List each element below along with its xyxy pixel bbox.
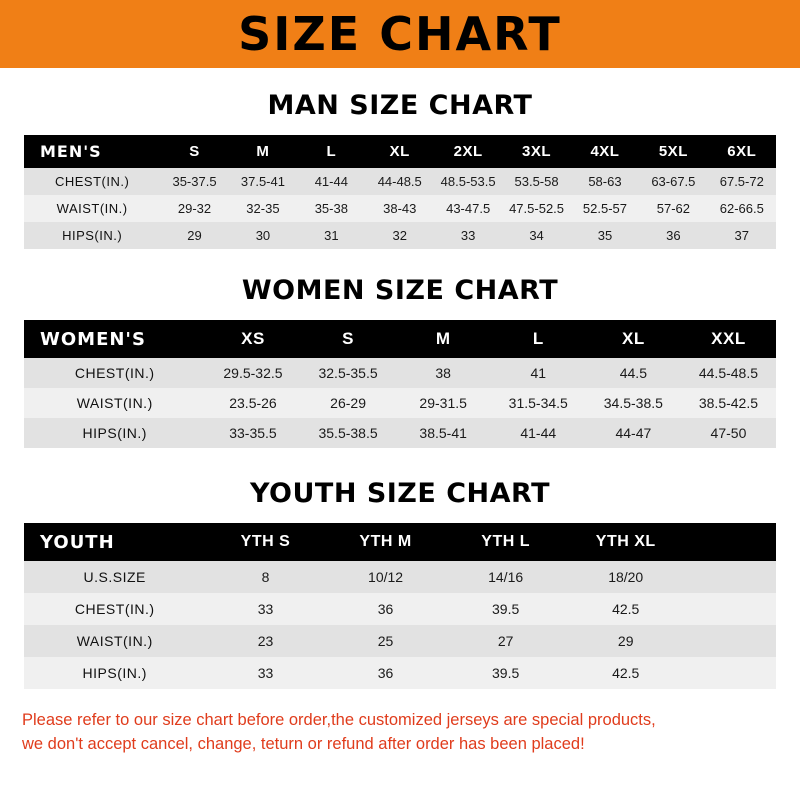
table-row bbox=[24, 657, 776, 689]
table-header-row bbox=[24, 320, 776, 358]
men-col-8: 6XL bbox=[708, 135, 776, 168]
men-chest-4: 48.5-53.5 bbox=[434, 168, 502, 195]
men-row-label-chest: CHEST(IN.) bbox=[24, 168, 160, 195]
women-chest-5: 44.5-48.5 bbox=[681, 358, 776, 388]
women-chest-1: 32.5-35.5 bbox=[301, 358, 396, 388]
men-hips-4: 33 bbox=[434, 222, 502, 249]
women-waist-2: 29-31.5 bbox=[396, 388, 491, 418]
youth-cell-spacer bbox=[686, 593, 776, 625]
table-row bbox=[24, 195, 776, 222]
men-hips-7: 36 bbox=[639, 222, 707, 249]
youth-hips-3: 42.5 bbox=[566, 657, 686, 689]
men-chest-1: 37.5-41 bbox=[229, 168, 297, 195]
men-hips-5: 34 bbox=[502, 222, 570, 249]
men-chest-8: 67.5-72 bbox=[708, 168, 776, 195]
women-chest-2: 38 bbox=[396, 358, 491, 388]
table-row bbox=[24, 418, 776, 448]
women-col-2: M bbox=[396, 320, 491, 358]
table-row bbox=[24, 222, 776, 249]
table-header-row bbox=[24, 523, 776, 561]
youth-size-table bbox=[24, 523, 776, 689]
table-row bbox=[24, 625, 776, 657]
women-hips-5: 47-50 bbox=[681, 418, 776, 448]
youth-chest-3: 42.5 bbox=[566, 593, 686, 625]
youth-waist-1: 25 bbox=[326, 625, 446, 657]
youth-ussize-3: 18/20 bbox=[566, 561, 686, 593]
table-row bbox=[24, 593, 776, 625]
men-table-head bbox=[24, 135, 776, 168]
women-hips-2: 38.5-41 bbox=[396, 418, 491, 448]
men-chest-0: 35-37.5 bbox=[160, 168, 228, 195]
men-waist-4: 43-47.5 bbox=[434, 195, 502, 222]
men-waist-3: 38-43 bbox=[366, 195, 434, 222]
youth-col-spacer bbox=[686, 523, 776, 561]
men-hips-1: 30 bbox=[229, 222, 297, 249]
men-table-body bbox=[24, 168, 776, 249]
youth-ussize-2: 14/16 bbox=[446, 561, 566, 593]
men-hips-0: 29 bbox=[160, 222, 228, 249]
chart-content bbox=[0, 90, 800, 689]
women-waist-3: 31.5-34.5 bbox=[491, 388, 586, 418]
youth-row-label-waist: WAIST(IN.) bbox=[24, 625, 205, 657]
youth-cell-spacer bbox=[686, 657, 776, 689]
women-table-body bbox=[24, 358, 776, 448]
men-chest-5: 53.5-58 bbox=[502, 168, 570, 195]
men-waist-8: 62-66.5 bbox=[708, 195, 776, 222]
youth-cell-spacer bbox=[686, 561, 776, 593]
men-hips-3: 32 bbox=[366, 222, 434, 249]
women-col-3: L bbox=[491, 320, 586, 358]
men-waist-7: 57-62 bbox=[639, 195, 707, 222]
women-chest-4: 44.5 bbox=[586, 358, 681, 388]
youth-hips-1: 36 bbox=[326, 657, 446, 689]
youth-header-label: YOUTH bbox=[24, 523, 205, 561]
section-title-man: MAN SIZE CHART bbox=[267, 90, 533, 121]
youth-hips-0: 33 bbox=[205, 657, 325, 689]
youth-hips-2: 39.5 bbox=[446, 657, 566, 689]
men-col-5: 3XL bbox=[502, 135, 570, 168]
women-chest-3: 41 bbox=[491, 358, 586, 388]
men-row-label-waist: WAIST(IN.) bbox=[24, 195, 160, 222]
women-col-1: S bbox=[301, 320, 396, 358]
youth-col-2: YTH L bbox=[446, 523, 566, 561]
youth-row-label-hips: HIPS(IN.) bbox=[24, 657, 205, 689]
men-chest-2: 41-44 bbox=[297, 168, 365, 195]
men-chest-6: 58-63 bbox=[571, 168, 639, 195]
men-hips-6: 35 bbox=[571, 222, 639, 249]
men-chest-3: 44-48.5 bbox=[366, 168, 434, 195]
section-title-women: WOMEN SIZE CHART bbox=[241, 275, 559, 306]
footer-note-line-2: we don't accept cancel, change, teturn or refund after order has been placed! bbox=[22, 734, 585, 753]
women-chest-0: 29.5-32.5 bbox=[205, 358, 300, 388]
men-chest-7: 63-67.5 bbox=[639, 168, 707, 195]
women-waist-1: 26-29 bbox=[301, 388, 396, 418]
women-waist-0: 23.5-26 bbox=[205, 388, 300, 418]
section-title-youth: YOUTH SIZE CHART bbox=[249, 478, 551, 509]
youth-col-1: YTH M bbox=[326, 523, 446, 561]
table-row bbox=[24, 358, 776, 388]
men-waist-0: 29-32 bbox=[160, 195, 228, 222]
youth-chest-0: 33 bbox=[205, 593, 325, 625]
youth-row-label-chest: CHEST(IN.) bbox=[24, 593, 205, 625]
footer-note-line-1: Please refer to our size chart before order,the customized jerseys are special products, bbox=[22, 711, 656, 729]
table-row bbox=[24, 168, 776, 195]
youth-chest-2: 39.5 bbox=[446, 593, 566, 625]
women-hips-3: 41-44 bbox=[491, 418, 586, 448]
youth-waist-3: 29 bbox=[566, 625, 686, 657]
women-row-label-waist: WAIST(IN.) bbox=[24, 388, 205, 418]
youth-waist-0: 23 bbox=[205, 625, 325, 657]
women-col-5: XXL bbox=[681, 320, 776, 358]
men-hips-2: 31 bbox=[297, 222, 365, 249]
men-col-1: M bbox=[229, 135, 297, 168]
women-hips-0: 33-35.5 bbox=[205, 418, 300, 448]
page-title: SIZE CHART bbox=[238, 7, 562, 61]
men-waist-5: 47.5-52.5 bbox=[502, 195, 570, 222]
youth-ussize-1: 10/12 bbox=[326, 561, 446, 593]
youth-row-label-ussize: U.S.SIZE bbox=[24, 561, 205, 593]
women-header-label: WOMEN'S bbox=[24, 320, 205, 358]
men-col-6: 4XL bbox=[571, 135, 639, 168]
men-col-3: XL bbox=[366, 135, 434, 168]
men-size-table bbox=[24, 135, 776, 249]
page-banner bbox=[0, 0, 800, 68]
youth-chest-1: 36 bbox=[326, 593, 446, 625]
men-waist-2: 35-38 bbox=[297, 195, 365, 222]
youth-cell-spacer bbox=[686, 625, 776, 657]
men-hips-8: 37 bbox=[708, 222, 776, 249]
women-hips-1: 35.5-38.5 bbox=[301, 418, 396, 448]
footer-note bbox=[0, 709, 800, 757]
table-row bbox=[24, 388, 776, 418]
men-waist-6: 52.5-57 bbox=[571, 195, 639, 222]
men-col-4: 2XL bbox=[434, 135, 502, 168]
women-row-label-hips: HIPS(IN.) bbox=[24, 418, 205, 448]
women-col-4: XL bbox=[586, 320, 681, 358]
men-waist-1: 32-35 bbox=[229, 195, 297, 222]
youth-col-3: YTH XL bbox=[566, 523, 686, 561]
youth-table-body bbox=[24, 561, 776, 689]
table-header-row bbox=[24, 135, 776, 168]
women-waist-5: 38.5-42.5 bbox=[681, 388, 776, 418]
youth-col-0: YTH S bbox=[205, 523, 325, 561]
women-hips-4: 44-47 bbox=[586, 418, 681, 448]
women-row-label-chest: CHEST(IN.) bbox=[24, 358, 205, 388]
men-col-0: S bbox=[160, 135, 228, 168]
men-col-7: 5XL bbox=[639, 135, 707, 168]
youth-waist-2: 27 bbox=[446, 625, 566, 657]
youth-table-head bbox=[24, 523, 776, 561]
women-table-head bbox=[24, 320, 776, 358]
table-row bbox=[24, 561, 776, 593]
men-row-label-hips: HIPS(IN.) bbox=[24, 222, 160, 249]
men-header-label: MEN'S bbox=[24, 135, 160, 168]
women-size-table bbox=[24, 320, 776, 448]
women-waist-4: 34.5-38.5 bbox=[586, 388, 681, 418]
men-col-2: L bbox=[297, 135, 365, 168]
youth-ussize-0: 8 bbox=[205, 561, 325, 593]
women-col-0: XS bbox=[205, 320, 300, 358]
